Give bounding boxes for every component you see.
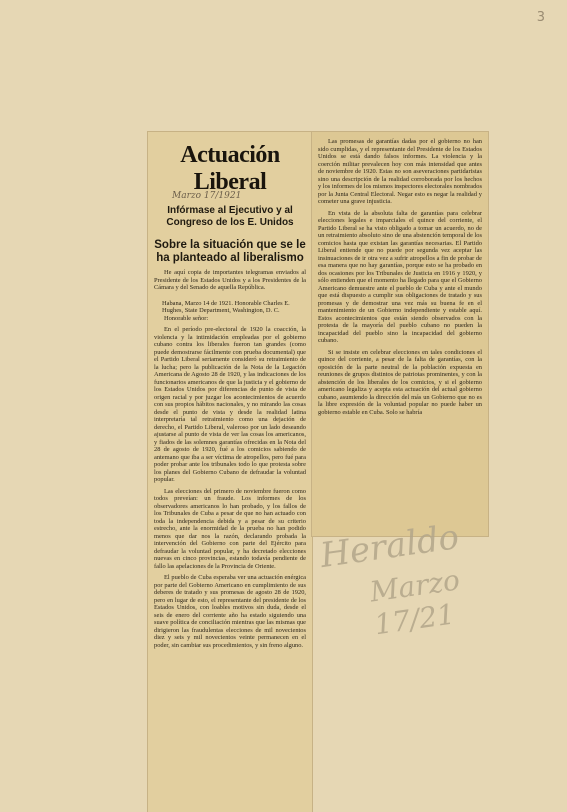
handwritten-signature <box>310 504 495 646</box>
right-paragraph: En vista de la absoluta falta de garantías para celebrar elecciones legales e imparciales el quince del corriente, el Partido Liberal se ha visto obligado a tomar un acuerdo, no de un retraimiento absoluto sino de una abstención temporal de los comicios hasta que existan las garantías necesarias. El Partido Liberal entiende que no puede por segunda vez aceptar las insinuaciones de ir otra vez a sufrir atropellos a fin de probar de esa manera que no hay garantías, porque esto se ha probado en dos ocasiones por los Tribunales de Justicia en 1916 y 1920, y sólo entienden que el momento ha llegado para que el Gobierno Americano demuestre ante el pueblo de Cuba y ante el mundo que está dispuesto a cumplir sus obligaciones de tratado y sus promesas y de demostrar una vez más su buena fe en el mantenimiento de un Gobierno independiente y estable aquí. Estos acontecimientos que están siendo observados con la protesta de la mayoría del pueblo cubano no pueden la incapacidad del pueblo sino la incapacidad del gobierno cubano. <box>318 209 482 344</box>
page-number: 3 <box>536 10 545 25</box>
article-body-left <box>148 269 312 292</box>
clipping-left-column <box>148 132 312 812</box>
handwritten-date: Marzo 17/1921 <box>172 191 242 201</box>
signature-line-1: Heraldo <box>317 517 462 577</box>
subheadline-2: Sobre la situación que se le ha planteado al liberalismo <box>154 239 306 264</box>
right-paragraph: Si se insiste en celebrar elecciones en tales condiciones el quince del corriente, a pesar de la falta de garantías, con la oposición de la parte neutral de la población expuesta en reuniones de grupos distintos de patriotas prominentes, y con la abstención de los liberales de los comicios, y si el gobierno americano legaliza y acepta esta actuación del actual gobierno cubano, asumiendo la dirección del más un Gobierno que no es la libre expresión de la voluntad popular no puede haber un gobierno estable en Cuba. Solo se habría <box>318 348 482 416</box>
salutation: Honorable señor: <box>164 314 209 322</box>
left-paragraph: En el período pre-electoral de 1920 la coacción, la violencia y la intimidación empleadas por el gobierno cubano contra los liberales fueron tan grandes (como puede demostrarse fácilmente con prueba documental) que el Partido Liberal seriamente consideró su retraimiento de la lucha; pero la publicación de la Nota de la Legación Americana de Agosto 28 de 1920, y las indicaciones de los funcionarios americanos de que la justicia y el gobierno de los Estados Unidos por diferencias de punto de vista de origen racial y por juzgar los acontecimientos de acuerdo con sus propios hábitos nacionales, y no mirando las cosas desde el punto de vista y desde la realidad latina interpretaría tal retraimiento como una dejación de derecho, el Partido Liberal, valeroso por un lado deseando ajustarse al punto de vista de ver las cosas los americanos, y fiados de las solemnes garantías ofrecidas en la Nota del 28 de agosto de 1920, fué a los comicios sabiendo de antemano que iba a ser víctima de atropellos, pero fué para poder probar ante los tribunales todo lo que protesta sobre los planes del Gobierno Cubano de defraudar la voluntad popular. <box>154 326 306 483</box>
left-paragraph: Las elecciones del primero de noviembre fueron como todos preveían: un fraude. Los informes de los observadores americanos lo han probado, y los fallos de los Tribunales de Cuba a pesar de que no han actuado con toda la independencia debida y a pesar de su criterio estrecho, ante la enormidad de la prueba no han podido menos que dar nos la razón, declarando probada la intervención del Gobierno con parte del Ejército para defraudar la voluntad popular, y ha decretado elecciones nuevas en cinco provincias, estando todavía pendiente de fallo las apelaciones de la Provincia de Oriente. <box>154 487 306 570</box>
article-body-left-continued <box>148 315 312 650</box>
article-body-right <box>312 132 488 416</box>
intro-paragraph: He aquí copia de importantes telegramas enviados al Presidente de los Estados Unidos y a los Presidentes de la Cámara y del Senado de aquella República. <box>154 269 306 291</box>
dateline: Habana, Marzo 14 de 1921. Honorable Charles E. Hughes, State Department, Washington, D. C. <box>162 299 290 314</box>
subheadline-1: Infórmase al Ejecutivo y al Congreso de los E. Unidos <box>166 205 294 228</box>
right-paragraph: Las promesas de garantías dadas por el gobierno no han sido cumplidas, y el representante del Presidente de los Estados Unidos se está dando falsos informes. La violencia y la coerción militar prevalecen hoy con más intensidad que antes de noviembre de 1920. Estas no son aseveraciones partidaristas sino una descripción de la realidad corroborada por los hechos y los informes de los mismos inspectores electorales nombrados por la Junta Central Electoral. Negar esto es negar la realidad y cometer una grave injusticia. <box>318 138 482 205</box>
clipping-right-column <box>312 132 488 536</box>
left-paragraph: El pueblo de Cuba esperaba ver una actuación enérgica por parte del Gobierno Americano en cumplimiento de sus deberes de tratado y sus promesas de agosto 28 de 1920, pero en lugar de esto, el representante del presidente de los Estados Unidos, con loables motivos sin duda, desde el seis de enero del corriente año ha estado siguiendo una suave política de conciliación mientras que las mismas que dirigieron las fraudulentas elecciones de mil novecientos diez y seis y mil novecientos veinte permanecen en el poder, sin cambiar sus procedimientos, y sin freno alguno. <box>154 574 306 649</box>
headline: Actuación Liberal <box>180 142 280 195</box>
signature-line-2: Marzo 17/21 <box>367 563 462 642</box>
